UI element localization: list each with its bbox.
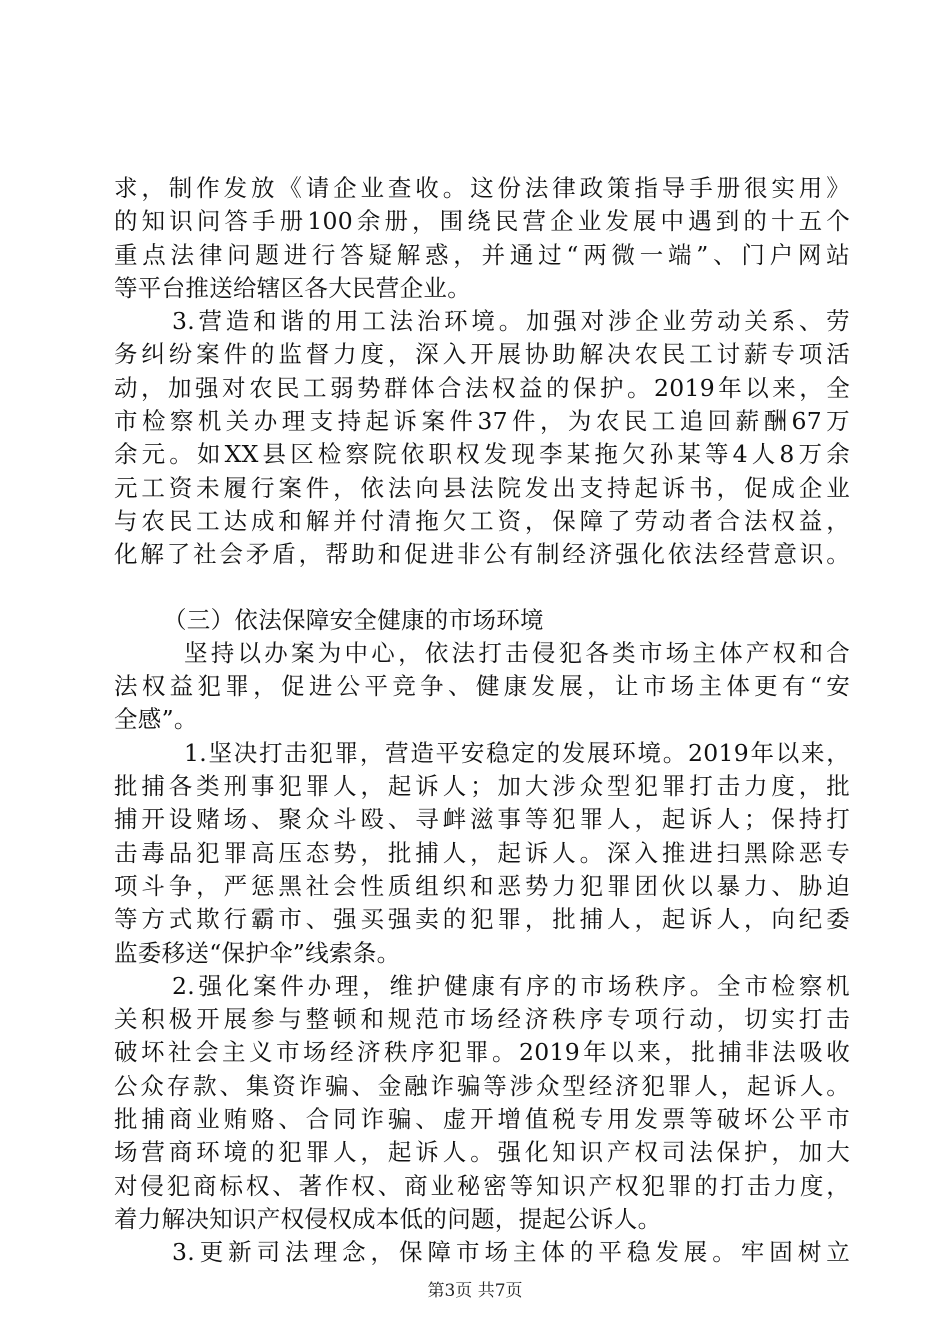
text-line: 的知识问答手册100余册，围绕民营企业发展中遇到的十五个 <box>114 207 850 236</box>
text-line: 等平台推送给辖区各大民营企业。 <box>114 273 471 302</box>
text-line: 元工资未履行案件，依法向县法院发出支持起诉书，促成企业 <box>114 473 850 502</box>
text-line: 1.坚决打击犯罪，营造平安稳定的发展环境。2019年以来， <box>184 738 850 767</box>
page-footer <box>0 1276 950 1301</box>
text-line: 公众存款、集资诈骗、金融诈骗等涉众型经济犯罪人，起诉人。 <box>114 1071 850 1100</box>
text-line: 捕开设赌场、聚众斗殴、寻衅滋事等犯罪人，起诉人；保持打 <box>114 805 850 834</box>
text-line: 关积极开展参与整顿和规范市场经济秩序专项行动，切实打击 <box>114 1005 850 1034</box>
paragraph-market-order <box>114 970 850 1236</box>
text-line: 批捕商业贿赂、合同诈骗、虚开增值税专用发票等破坏公平市 <box>114 1105 850 1134</box>
paragraph-judicial-philosophy <box>114 1236 850 1269</box>
text-line: 求，制作发放《请企业查收。这份法律政策指导手册很实用》 <box>114 174 850 202</box>
text-line: 监委移送“保护伞”线索条。 <box>114 938 401 967</box>
text-line: 市检察机关办理支持起诉案件37件，为农民工追回薪酬67万 <box>114 407 850 436</box>
text-line: 批捕各类刑事犯罪人，起诉人；加大涉众型犯罪打击力度，批 <box>114 772 850 801</box>
text-line: 动，加强对农民工弱势群体合法权益的保护。2019年以来，全 <box>114 373 850 402</box>
document-body <box>114 172 850 1270</box>
section-gap <box>114 572 850 604</box>
text-line: 击毒品犯罪高压态势，批捕人，起诉人。深入推进扫黑除恶专 <box>114 838 850 867</box>
page-number: 第3页 共7页 <box>427 1281 523 1301</box>
section-heading: （三）依法保障安全健康的市场环境 <box>163 605 544 634</box>
text-line: 全感”。 <box>114 705 198 734</box>
text-line: 项斗争，严惩黑社会性质组织和恶势力犯罪团伙以暴力、胁迫 <box>114 871 850 900</box>
text-line: 坚持以办案为中心，依法打击侵犯各类市场主体产权和合 <box>184 638 850 667</box>
text-line: 对侵犯商标权、著作权、商业秘密等知识产权犯罪的打击力度， <box>114 1171 850 1200</box>
paragraph-continuation <box>114 172 850 305</box>
text-line: 重点法律问题进行答疑解惑，并通过“两微一端”、门户网站 <box>114 240 850 269</box>
text-line: 破坏社会主义市场经济秩序犯罪。2019年以来，批捕非法吸收 <box>114 1038 850 1067</box>
text-line: 余元。如XX县区检察院依职权发现李某拖欠孙某等4人8万余 <box>114 440 850 469</box>
text-line: 等方式欺行霸市、强买强卖的犯罪，批捕人，起诉人，向纪委 <box>114 905 850 934</box>
text-line: 与农民工达成和解并付清拖欠工资，保障了劳动者合法权益， <box>114 506 850 535</box>
text-line: 着力解决知识产权侵权成本低的问题，提起公诉人。 <box>114 1204 662 1233</box>
paragraph-section-intro <box>114 637 850 737</box>
text-line: 法权益犯罪，促进公平竞争、健康发展，让市场主体更有“安 <box>114 672 850 701</box>
text-line: 2.强化案件办理，维护健康有序的市场秩序。全市检察机 <box>172 971 850 1000</box>
text-line: 务纠纷案件的监督力度，深入开展协助解决农民工讨薪专项活 <box>114 340 850 369</box>
paragraph-labor-environment <box>114 305 850 571</box>
text-line: 场营商环境的犯罪人，起诉人。强化知识产权司法保护，加大 <box>114 1138 850 1167</box>
text-line: 3.更新司法理念，保障市场主体的平稳发展。牢固树立 <box>172 1238 850 1267</box>
text-line: 3.营造和谐的用工法治环境。加强对涉企业劳动关系、劳 <box>172 307 850 336</box>
paragraph-crime-crackdown <box>114 737 850 970</box>
text-line: 化解了社会矛盾，帮助和促进非公有制经济强化依法经营意识。 <box>114 540 850 569</box>
